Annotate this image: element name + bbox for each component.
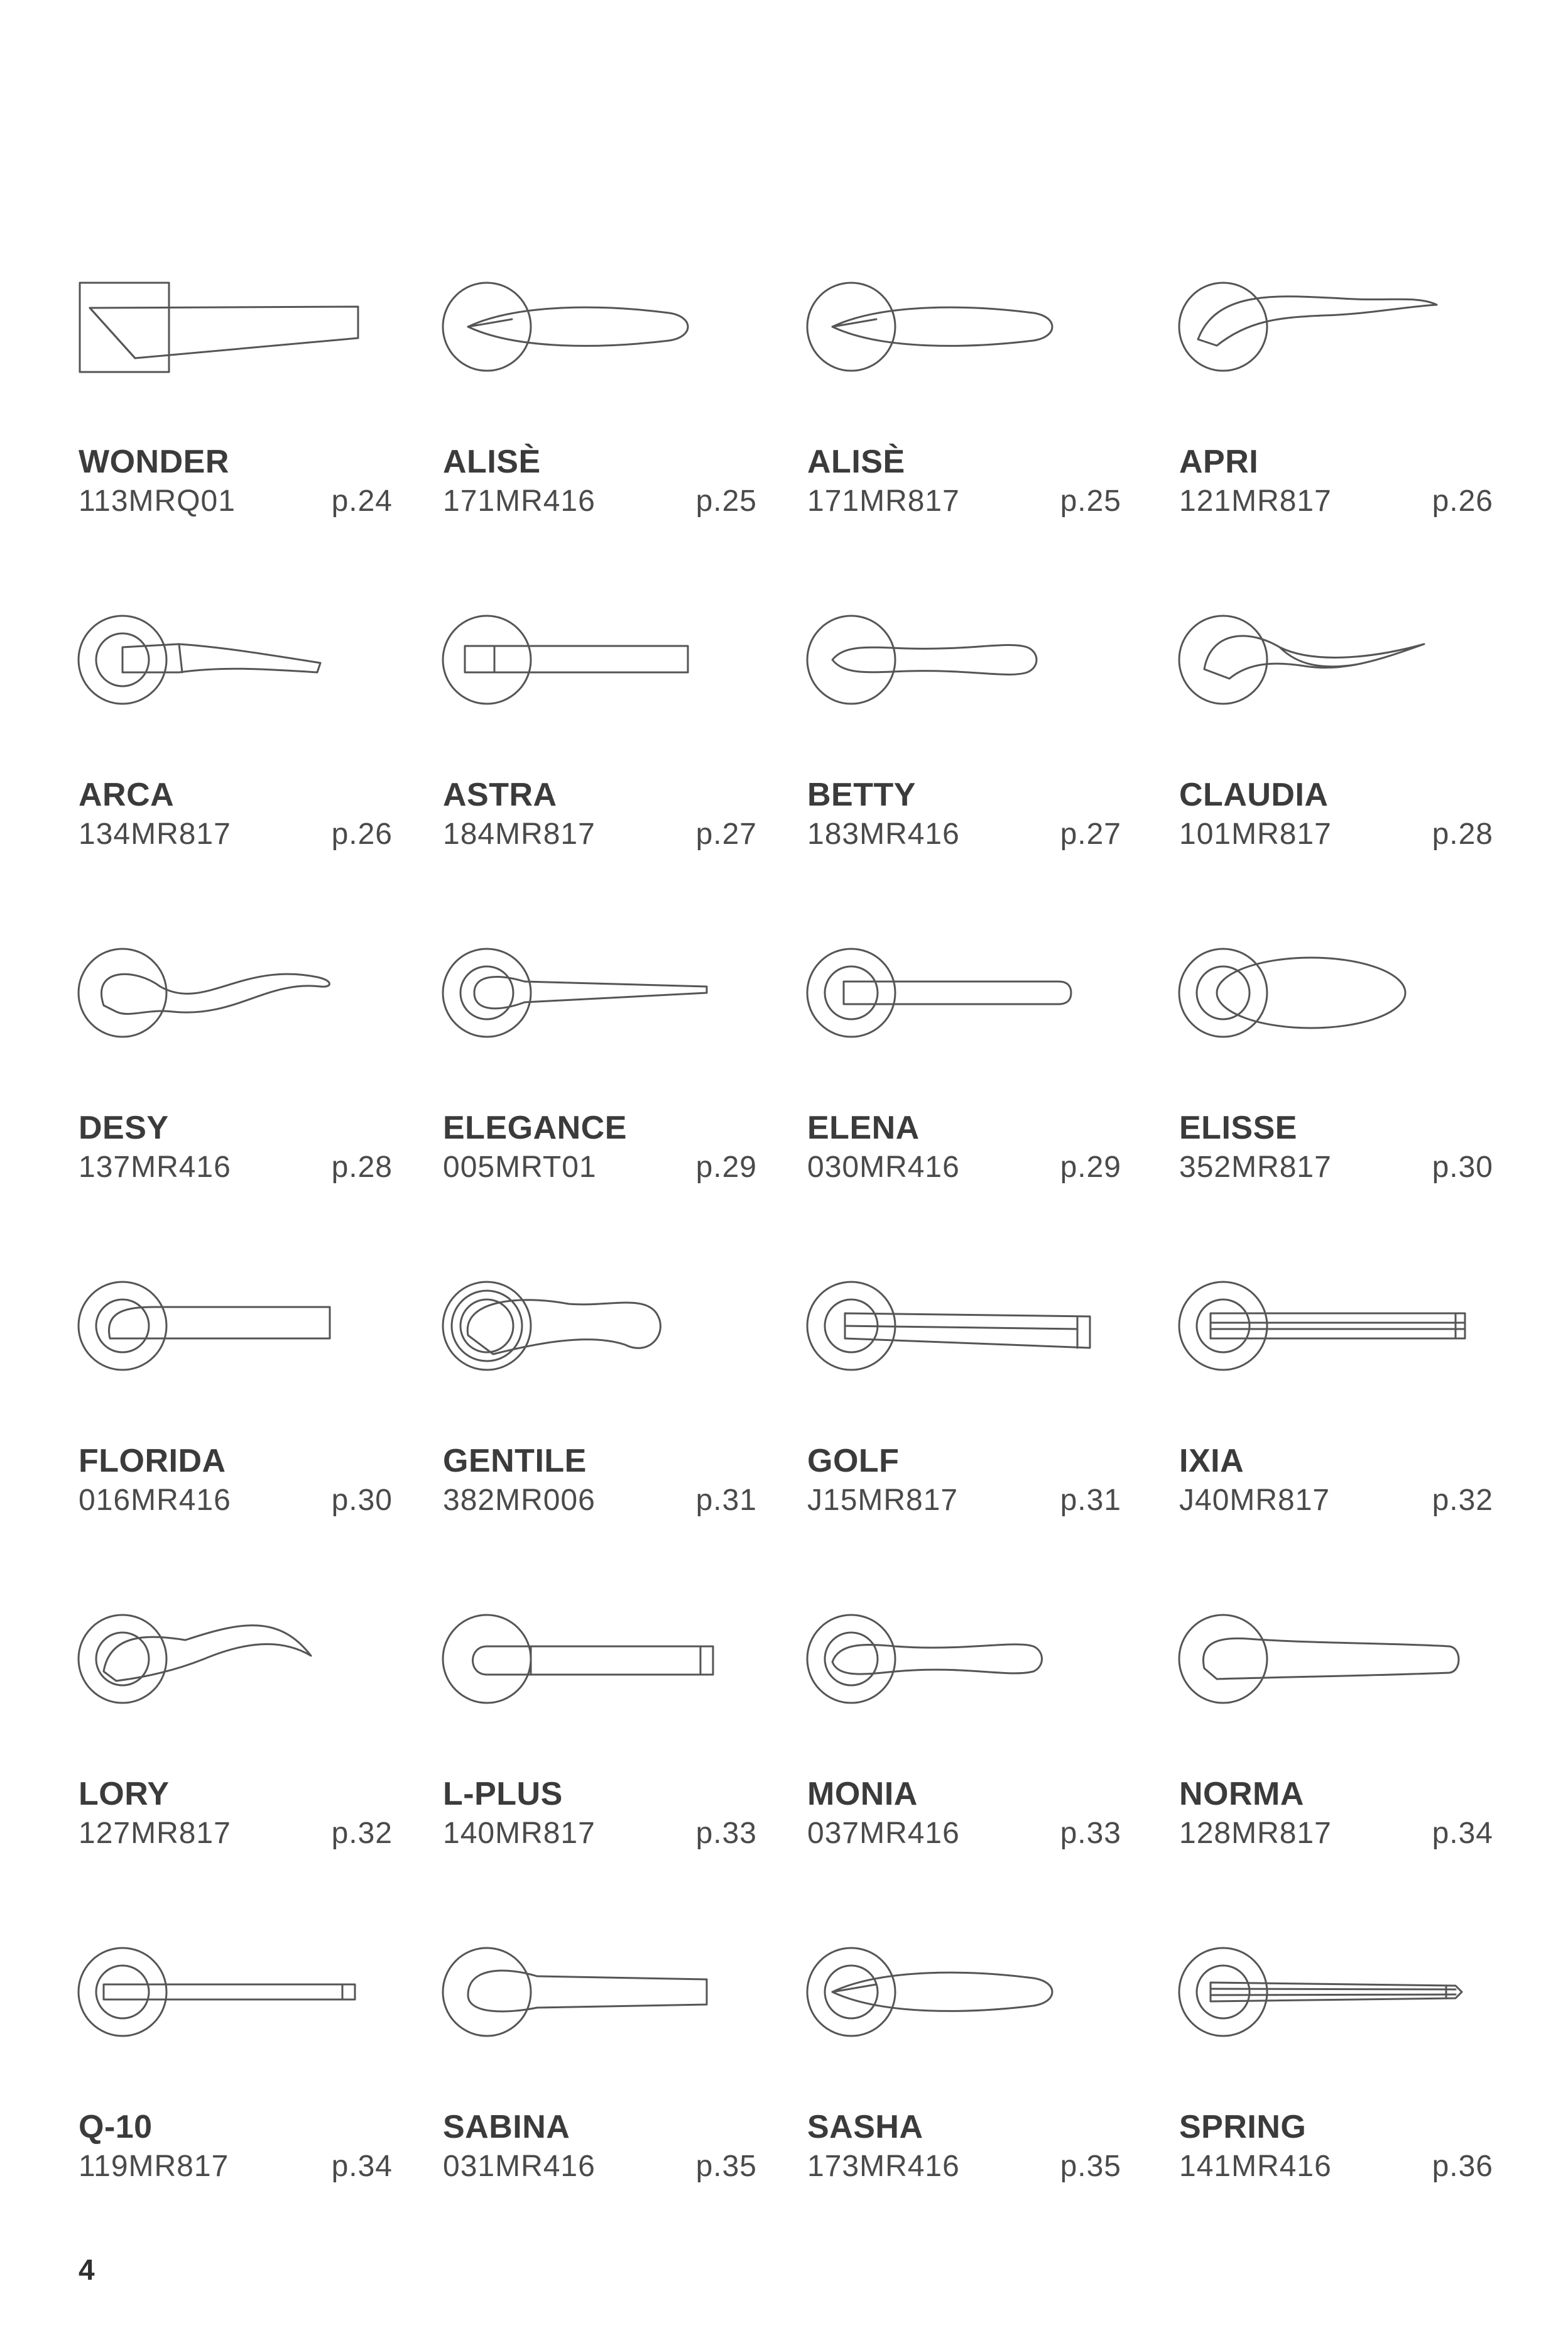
handle-name: IXIA [1179, 1443, 1244, 1479]
handle-page-ref: p.34 [331, 2150, 393, 2183]
catalog-item [1179, 1609, 1493, 1961]
handle-page-ref: p.28 [1432, 818, 1493, 851]
desy-handle-icon [79, 943, 393, 1093]
handle-code: 134MR817 [79, 818, 231, 851]
claudia-handle-icon [1179, 610, 1493, 760]
handle-code: 030MR416 [807, 1151, 960, 1184]
handle-page-ref: p.28 [331, 1151, 393, 1184]
catalog-item [79, 1942, 393, 2294]
alise-handle-icon [443, 276, 757, 427]
catalog-item [807, 276, 1121, 628]
handle-page-ref: p.27 [695, 818, 757, 851]
handle-name: MONIA [807, 1776, 918, 1812]
q-10-handle-icon [79, 1942, 393, 2092]
catalog-item [807, 1942, 1121, 2294]
betty-handle-icon [807, 610, 1121, 760]
lory-handle-icon [79, 1609, 393, 1759]
handle-name: APRI [1179, 444, 1259, 480]
arca-handle-icon [79, 610, 393, 760]
handle-page-ref: p.33 [1060, 1817, 1121, 1850]
handle-name: NORMA [1179, 1776, 1304, 1812]
florida-handle-icon [79, 1276, 393, 1426]
handle-name: FLORIDA [79, 1443, 226, 1479]
catalog-item [807, 1276, 1121, 1627]
handle-name: ELENA [807, 1110, 920, 1146]
handle-page-ref: p.35 [1060, 2150, 1121, 2183]
handle-code: 101MR817 [1179, 818, 1332, 851]
handle-code: 005MRT01 [443, 1151, 597, 1184]
handle-code: 037MR416 [807, 1817, 960, 1850]
handle-code: J40MR817 [1179, 1484, 1331, 1517]
page-number: 4 [79, 2253, 95, 2286]
monia-handle-icon [807, 1609, 1121, 1759]
handle-page-ref: p.35 [695, 2150, 757, 2183]
handle-page-ref: p.25 [1060, 484, 1121, 518]
handle-name: ALISÈ [807, 444, 905, 480]
catalog-item [79, 943, 393, 1294]
handle-code: 352MR817 [1179, 1151, 1332, 1184]
handle-page-ref: p.26 [1432, 484, 1493, 518]
handle-code: 031MR416 [443, 2150, 596, 2183]
handle-code: 173MR416 [807, 2150, 960, 2183]
catalog-item [1179, 276, 1493, 628]
alise-handle-icon [807, 276, 1121, 427]
handle-name: ALISÈ [443, 444, 541, 480]
handle-code: 183MR416 [807, 818, 960, 851]
catalog-item [807, 943, 1121, 1294]
handle-code: 171MR817 [807, 484, 960, 518]
handle-code: 141MR416 [1179, 2150, 1332, 2183]
apri-handle-icon [1179, 276, 1493, 427]
catalog-item [443, 610, 757, 961]
handle-code: 121MR817 [1179, 484, 1332, 518]
handle-page-ref: p.31 [1060, 1484, 1121, 1517]
handle-code: 119MR817 [79, 2150, 229, 2183]
catalog-item [807, 1609, 1121, 1961]
catalog-item [79, 1609, 393, 1961]
handle-name: DESY [79, 1110, 169, 1146]
handle-page-ref: p.34 [1432, 1817, 1493, 1850]
elegance-handle-icon [443, 943, 757, 1093]
handle-name: BETTY [807, 777, 916, 813]
handle-page-ref: p.30 [331, 1484, 393, 1517]
catalog-item [79, 610, 393, 961]
catalog-item [1179, 610, 1493, 961]
sabina-handle-icon [443, 1942, 757, 2092]
handle-page-ref: p.24 [331, 484, 393, 518]
wonder-handle-icon [79, 276, 393, 427]
handle-name: ELISSE [1179, 1110, 1297, 1146]
astra-handle-icon [443, 610, 757, 760]
handle-page-ref: p.27 [1060, 818, 1121, 851]
handle-page-ref: p.30 [1432, 1151, 1493, 1184]
handle-page-ref: p.26 [331, 818, 393, 851]
catalog-item [443, 276, 757, 628]
catalog-item [1179, 1942, 1493, 2294]
handle-name: ARCA [79, 777, 175, 813]
handle-code: 140MR817 [443, 1817, 596, 1850]
handle-name: SPRING [1179, 2109, 1307, 2145]
catalog-item [443, 1942, 757, 2294]
catalog-item [1179, 943, 1493, 1294]
sasha-handle-icon [807, 1942, 1121, 2092]
handle-page-ref: p.25 [695, 484, 757, 518]
elena-handle-icon [807, 943, 1121, 1093]
catalog-item [79, 276, 393, 628]
l-plus-handle-icon [443, 1609, 757, 1759]
catalog-item [79, 1276, 393, 1627]
handle-page-ref: p.32 [1432, 1484, 1493, 1517]
handle-name: LORY [79, 1776, 170, 1812]
handle-code: 382MR006 [443, 1484, 596, 1517]
handle-page-ref: p.33 [695, 1817, 757, 1850]
handle-code: 128MR817 [1179, 1817, 1332, 1850]
handle-code: 016MR416 [79, 1484, 231, 1517]
handle-code: 184MR817 [443, 818, 596, 851]
handle-page-ref: p.29 [1060, 1151, 1121, 1184]
spring-handle-icon [1179, 1942, 1493, 2092]
catalog-item [1179, 1276, 1493, 1627]
catalog-item [443, 1609, 757, 1961]
handle-name: CLAUDIA [1179, 777, 1329, 813]
handle-code: 137MR416 [79, 1151, 231, 1184]
handle-code: J15MR817 [807, 1484, 959, 1517]
catalog-item [443, 1276, 757, 1627]
handle-name: GOLF [807, 1443, 900, 1479]
handle-name: ASTRA [443, 777, 557, 813]
elisse-handle-icon [1179, 943, 1493, 1093]
catalog-item [807, 610, 1121, 961]
handle-page-ref: p.32 [331, 1817, 393, 1850]
handle-code: 171MR416 [443, 484, 596, 518]
handle-code: 127MR817 [79, 1817, 231, 1850]
gentile-handle-icon [443, 1276, 757, 1426]
handle-name: SASHA [807, 2109, 923, 2145]
norma-handle-icon [1179, 1609, 1493, 1759]
handle-name: Q-10 [79, 2109, 153, 2145]
handle-page-ref: p.31 [695, 1484, 757, 1517]
handle-page-ref: p.36 [1432, 2150, 1493, 2183]
handle-name: SABINA [443, 2109, 570, 2145]
handle-code: 113MRQ01 [79, 484, 236, 518]
handle-page-ref: p.29 [695, 1151, 757, 1184]
ixia-handle-icon [1179, 1276, 1493, 1426]
handle-name: L-PLUS [443, 1776, 563, 1812]
catalog-item [443, 943, 757, 1294]
handle-name: GENTILE [443, 1443, 587, 1479]
handle-name: ELEGANCE [443, 1110, 627, 1146]
golf-handle-icon [807, 1276, 1121, 1426]
handle-name: WONDER [79, 444, 229, 480]
